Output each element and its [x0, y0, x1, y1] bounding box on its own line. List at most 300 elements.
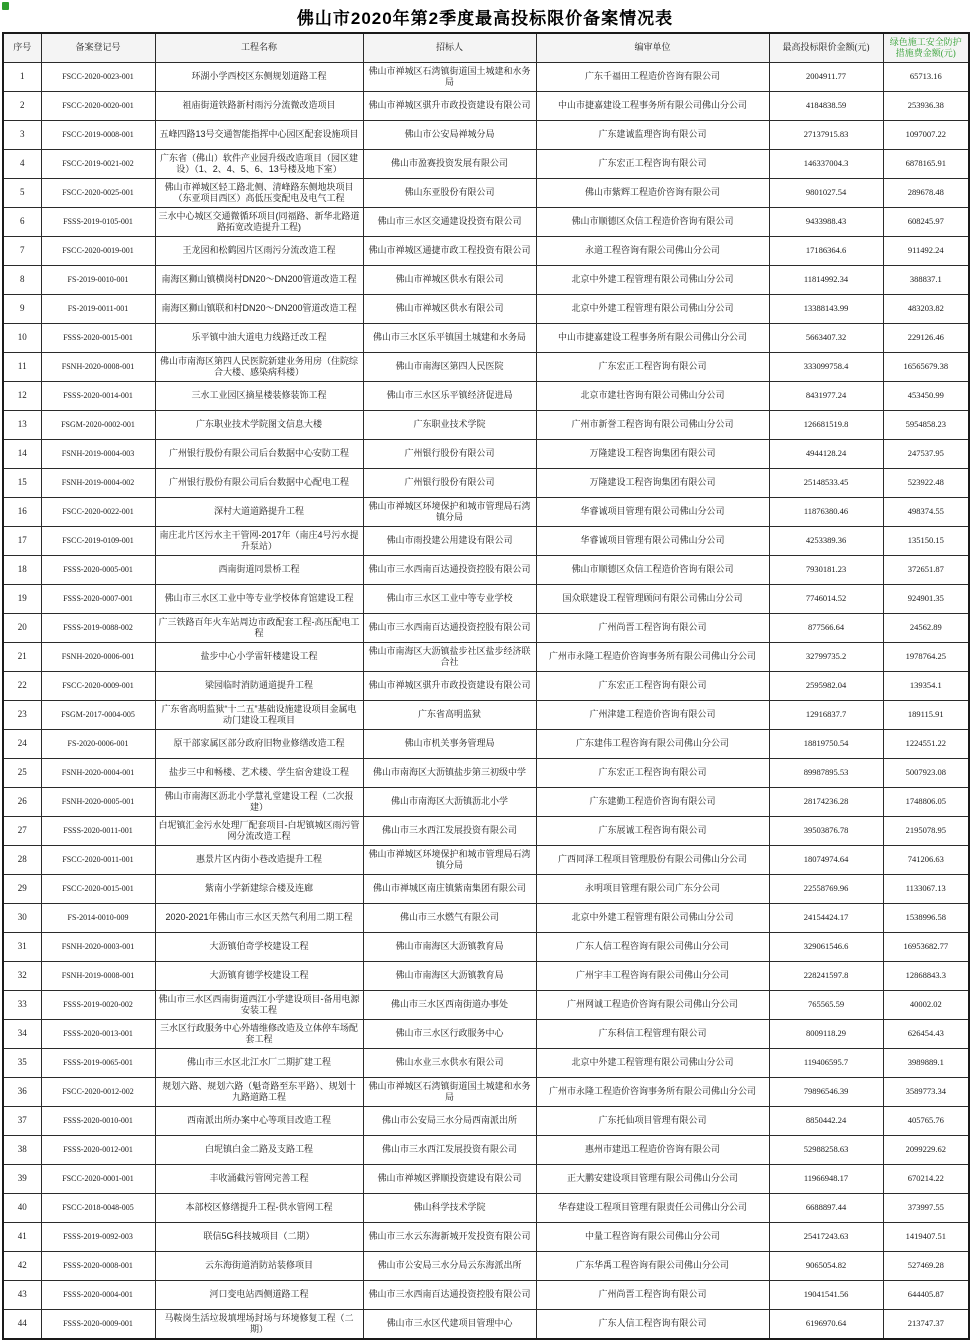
cell-green: 5007923.08 [883, 759, 969, 788]
cell-reviewer: 万隆建设工程咨询集团有限公司 [536, 440, 769, 469]
cell-price: 8850442.24 [769, 1107, 883, 1136]
cell-reviewer: 广东宏正工程咨询有限公司 [536, 150, 769, 179]
cell-name: 盐步三中和畅楼、艺术楼、学生宿舍建设工程 [155, 759, 363, 788]
cell-name: 佛山市南海区沥北小学慧礼堂建设工程（二次报建） [155, 788, 363, 817]
cell-name: 惠景片区内街小巷改造提升工程 [155, 846, 363, 875]
cell-reg: FSSS-2020-0011-001 [41, 817, 155, 846]
cell-tenderer: 佛山市三水燃气有限公司 [363, 904, 536, 933]
cell-name: 大沥镇伯奇学校建设工程 [155, 933, 363, 962]
cell-name: 原干部家属区部分政府旧物业修缮改造工程 [155, 730, 363, 759]
cell-green: 2195078.95 [883, 817, 969, 846]
cell-tenderer: 佛山水业三水供水有限公司 [363, 1049, 536, 1078]
cell-name: 白坭镇白金二路及支路工程 [155, 1136, 363, 1165]
cell-name: 王龙园和松鹤园片区雨污分流改造工程 [155, 237, 363, 266]
cell-name: 三水中心城区交通微循环项目(同福路、新华北路道路拓宽改造提升工程) [155, 208, 363, 237]
cell-no: 17 [3, 527, 41, 556]
cell-name: 盐步中心小学雷轩楼建设工程 [155, 643, 363, 672]
cell-reg: FSSS-2020-0014-001 [41, 382, 155, 411]
table-row [3, 527, 969, 556]
cell-reg: FSCC-2020-0009-001 [41, 672, 155, 701]
cell-reviewer: 惠州市建迅工程造价咨询有限公司 [536, 1136, 769, 1165]
cell-reviewer: 北京中外建工程管理有限公司佛山分公司 [536, 1049, 769, 1078]
cell-no: 34 [3, 1020, 41, 1049]
cell-price: 4944128.24 [769, 440, 883, 469]
cell-tenderer: 佛山市南海区大沥镇沥北小学 [363, 788, 536, 817]
cell-tenderer: 佛山市三水区乐平镇国土城建和水务局 [363, 324, 536, 353]
cell-green: 6878165.91 [883, 150, 969, 179]
cell-no: 10 [3, 324, 41, 353]
cell-price: 7746014.52 [769, 585, 883, 614]
cell-no: 44 [3, 1310, 41, 1340]
cell-price: 79896546.39 [769, 1078, 883, 1107]
cell-tenderer: 广东省高明监狱 [363, 701, 536, 730]
cell-no: 25 [3, 759, 41, 788]
cell-green: 498374.55 [883, 498, 969, 527]
cell-no: 7 [3, 237, 41, 266]
table-row [3, 817, 969, 846]
table-row [3, 672, 969, 701]
cell-tenderer: 佛山市三水区乐平镇经济促进局 [363, 382, 536, 411]
cell-reg: FSNH-2020-0003-001 [41, 933, 155, 962]
cell-reg: FSSS-2020-0004-001 [41, 1281, 155, 1310]
cell-reviewer: 北京市建壮咨询有限公司佛山分公司 [536, 382, 769, 411]
table-row [3, 1281, 969, 1310]
column-header-name: 工程名称 [155, 33, 363, 63]
column-header-price: 最高投标限价金额(元) [769, 33, 883, 63]
cell-price: 9433988.43 [769, 208, 883, 237]
table-row [3, 353, 969, 382]
cell-no: 29 [3, 875, 41, 904]
cell-no: 6 [3, 208, 41, 237]
table-row [3, 121, 969, 150]
cell-reviewer: 广东千福田工程造价咨询有限公司 [536, 63, 769, 92]
cell-tenderer: 佛山市三水云东海新城开发投资有限公司 [363, 1223, 536, 1252]
cell-price: 6688897.44 [769, 1194, 883, 1223]
cell-tenderer: 佛山市三水区行政服务中心 [363, 1020, 536, 1049]
table-row [3, 1107, 969, 1136]
table-row [3, 904, 969, 933]
table-header [3, 33, 969, 63]
cell-tenderer: 佛山市南海区大沥镇教育局 [363, 933, 536, 962]
cell-reg: FSSS-2020-0007-001 [41, 585, 155, 614]
cell-price: 25417243.63 [769, 1223, 883, 1252]
cell-no: 5 [3, 179, 41, 208]
cell-green: 626454.43 [883, 1020, 969, 1049]
cell-reg: FSSS-2020-0015-001 [41, 324, 155, 353]
cell-green: 16953682.77 [883, 933, 969, 962]
cell-no: 38 [3, 1136, 41, 1165]
cell-tenderer: 佛山市雨投建公用建设有限公司 [363, 527, 536, 556]
table-row [3, 991, 969, 1020]
cell-price: 32799735.2 [769, 643, 883, 672]
cell-reviewer: 广州尚晋工程咨询有限公司 [536, 614, 769, 643]
cell-reviewer: 广东展诚工程咨询有限公司 [536, 817, 769, 846]
table-row [3, 498, 969, 527]
cell-price: 6196970.64 [769, 1310, 883, 1340]
table-row [3, 150, 969, 179]
cell-reviewer: 广东人信工程咨询有限公司 [536, 1310, 769, 1340]
page-title: 佛山市2020年第2季度最高投标限价备案情况表 [296, 9, 674, 28]
cell-reviewer: 中山市捷嘉建设工程事务所有限公司佛山分公司 [536, 324, 769, 353]
cell-tenderer: 佛山市禅城区环境保护和城市管理局石湾镇分局 [363, 846, 536, 875]
cell-tenderer: 佛山市三水区代建项目管理中心 [363, 1310, 536, 1340]
cell-tenderer: 佛山市禅城区骐升市政投资建设有限公司 [363, 672, 536, 701]
cell-reg: FSSS-2019-0088-002 [41, 614, 155, 643]
cell-reg: FSGM-2017-0004-005 [41, 701, 155, 730]
cell-green: 3989889.1 [883, 1049, 969, 1078]
cell-name: 广东省高明监狱“十二五”基础设施建设项目金属电动门建设工程项目 [155, 701, 363, 730]
cell-tenderer: 佛山科学技术学院 [363, 1194, 536, 1223]
cell-reviewer: 广州网诚工程造价咨询有限公司佛山分公司 [536, 991, 769, 1020]
column-header-reg: 备案登记号 [41, 33, 155, 63]
table-row [3, 759, 969, 788]
cell-price: 126681519.8 [769, 411, 883, 440]
cell-reviewer: 华睿诚项目管理有限公司佛山分公司 [536, 527, 769, 556]
cell-no: 16 [3, 498, 41, 527]
table-row [3, 1078, 969, 1107]
cell-tenderer: 佛山市南海区大沥镇盐步社区盐步经济联合社 [363, 643, 536, 672]
cell-reviewer: 广东托仙项目管理有限公司 [536, 1107, 769, 1136]
cell-green: 229126.46 [883, 324, 969, 353]
cell-no: 26 [3, 788, 41, 817]
cell-reg: FSCC-2020-0015-001 [41, 875, 155, 904]
cell-green: 65713.16 [883, 63, 969, 92]
cell-price: 765565.59 [769, 991, 883, 1020]
cell-green: 1978764.25 [883, 643, 969, 672]
cell-reviewer: 广东建诚监理咨询有限公司 [536, 121, 769, 150]
cell-reviewer: 广州市永隆工程造价咨询事务所有限公司佛山分公司 [536, 1078, 769, 1107]
cell-price: 4253389.36 [769, 527, 883, 556]
cell-reviewer: 永道工程咨询有限公司佛山分公司 [536, 237, 769, 266]
cell-name: 三水工业园区摘星楼装修装饰工程 [155, 382, 363, 411]
table-row [3, 1020, 969, 1049]
cell-reviewer: 广东建勤工程造价咨询有限公司 [536, 788, 769, 817]
cell-reg: FSSS-2020-0010-001 [41, 1107, 155, 1136]
cell-reg: FSGM-2020-0002-001 [41, 411, 155, 440]
cell-tenderer: 佛山市禅城区通捷市政工程投资有限公司 [363, 237, 536, 266]
cell-name: 梁园临时消防通道提升工程 [155, 672, 363, 701]
cell-no: 14 [3, 440, 41, 469]
cell-price: 877566.64 [769, 614, 883, 643]
cell-name: 广三铁路百年火车站周边市政配套工程-高压配电工程 [155, 614, 363, 643]
cell-price: 119406595.7 [769, 1049, 883, 1078]
cell-no: 21 [3, 643, 41, 672]
cell-no: 8 [3, 266, 41, 295]
cell-reviewer: 广州市新誉工程咨询有限公司佛山分公司 [536, 411, 769, 440]
cell-price: 28174236.28 [769, 788, 883, 817]
cell-reviewer: 华春建设工程项目管理有限责任公司佛山分公司 [536, 1194, 769, 1223]
cell-tenderer: 佛山市三水西南百达通投资控股有限公司 [363, 614, 536, 643]
table-row [3, 92, 969, 121]
cell-price: 39503876.78 [769, 817, 883, 846]
cell-no: 24 [3, 730, 41, 759]
cell-reg: FSSS-2020-0008-001 [41, 1252, 155, 1281]
cell-reg: FS-2014-0010-009 [41, 904, 155, 933]
cell-reg: FSSS-2019-0020-002 [41, 991, 155, 1020]
table-row [3, 1136, 969, 1165]
table-row [3, 63, 969, 92]
cell-reg: FSSS-2020-0013-001 [41, 1020, 155, 1049]
cell-price: 8009118.29 [769, 1020, 883, 1049]
cell-tenderer: 广州银行股份有限公司 [363, 440, 536, 469]
cell-price: 11876380.46 [769, 498, 883, 527]
cell-reviewer: 永明项目管理有限公司广东分公司 [536, 875, 769, 904]
cell-name: 西南派出所办案中心等项目改造工程 [155, 1107, 363, 1136]
table-row [3, 382, 969, 411]
cell-price: 8431977.24 [769, 382, 883, 411]
cell-reg: FSCC-2020-0020-001 [41, 92, 155, 121]
cell-name: 西南街道同景桥工程 [155, 556, 363, 585]
cell-green: 5954858.23 [883, 411, 969, 440]
cell-tenderer: 佛山市机关事务管理局 [363, 730, 536, 759]
cell-price: 329061546.6 [769, 933, 883, 962]
cell-name: 祖庙街道铁路新村雨污分流微改造项目 [155, 92, 363, 121]
cell-no: 27 [3, 817, 41, 846]
cell-price: 9801027.54 [769, 179, 883, 208]
cell-tenderer: 广州银行股份有限公司 [363, 469, 536, 498]
cell-green: 289678.48 [883, 179, 969, 208]
cell-no: 23 [3, 701, 41, 730]
table-row [3, 1194, 969, 1223]
cell-reg: FSNH-2019-0004-003 [41, 440, 155, 469]
cell-green: 16565679.38 [883, 353, 969, 382]
cell-reviewer: 广州市永隆工程造价咨询事务所有限公司佛山分公司 [536, 643, 769, 672]
cell-green: 644405.87 [883, 1281, 969, 1310]
cell-green: 253936.38 [883, 92, 969, 121]
cell-reviewer: 北京中外建工程管理有限公司佛山分公司 [536, 295, 769, 324]
cell-name: 云东海街道消防站装修项目 [155, 1252, 363, 1281]
cell-price: 12916837.7 [769, 701, 883, 730]
cell-price: 2595982.04 [769, 672, 883, 701]
cell-tenderer: 佛山市禅城区骅顺投资建设有限公司 [363, 1165, 536, 1194]
cell-tenderer: 佛山市禅城区南庄镇紫南集团有限公司 [363, 875, 536, 904]
cell-green: 1133067.13 [883, 875, 969, 904]
cell-name: 广州银行股份有限公司后台数据中心安防工程 [155, 440, 363, 469]
cell-reviewer: 北京中外建工程管理有限公司佛山分公司 [536, 904, 769, 933]
cell-tenderer: 佛山市公安局禅城分局 [363, 121, 536, 150]
table-row [3, 1252, 969, 1281]
cell-tenderer: 佛山市三水区交通建设投资有限公司 [363, 208, 536, 237]
cell-no: 40 [3, 1194, 41, 1223]
cell-reviewer: 正大鹏安建设项目管理有限公司佛山分公司 [536, 1165, 769, 1194]
cell-tenderer: 佛山市南海区第四人民医院 [363, 353, 536, 382]
cell-reg: FSSS-2020-0009-001 [41, 1310, 155, 1340]
cell-reg: FS-2019-0010-001 [41, 266, 155, 295]
cell-name: 南海区狮山镇横岗村DN20～DN200管道改造工程 [155, 266, 363, 295]
cell-price: 7930181.23 [769, 556, 883, 585]
cell-price: 11966948.17 [769, 1165, 883, 1194]
table-row [3, 933, 969, 962]
table-row [3, 411, 969, 440]
cell-green: 24562.89 [883, 614, 969, 643]
cell-reg: FSNH-2020-0005-001 [41, 788, 155, 817]
cell-price: 5663407.32 [769, 324, 883, 353]
cell-no: 28 [3, 846, 41, 875]
cell-reviewer: 中量工程咨询有限公司佛山分公司 [536, 1223, 769, 1252]
cell-name: 广州银行股份有限公司后台数据中心配电工程 [155, 469, 363, 498]
cell-price: 13388143.99 [769, 295, 883, 324]
cell-no: 32 [3, 962, 41, 991]
cell-price: 27137915.83 [769, 121, 883, 150]
cell-name: 马鞍岗生活垃圾填埋场封场与环境修复工程（二期） [155, 1310, 363, 1340]
cell-reg: FSCC-2018-0048-005 [41, 1194, 155, 1223]
cell-name: 规划六路、规划六路（魁奇路至东平路）、规划十九路道路工程 [155, 1078, 363, 1107]
cell-green: 911492.24 [883, 237, 969, 266]
cell-name: 环湖小学西校区东侧规划道路工程 [155, 63, 363, 92]
cell-reviewer: 华睿诚项目管理有限公司佛山分公司 [536, 498, 769, 527]
cell-reviewer: 佛山市顺德区众信工程造价咨询有限公司 [536, 208, 769, 237]
table-row [3, 875, 969, 904]
filing-table [2, 32, 970, 1340]
cell-no: 18 [3, 556, 41, 585]
cell-green: 924901.35 [883, 585, 969, 614]
cell-reviewer: 佛山市紫辉工程造价咨询有限公司 [536, 179, 769, 208]
cell-green: 453450.99 [883, 382, 969, 411]
cell-reviewer: 中山市捷嘉建设工程事务所有限公司佛山分公司 [536, 92, 769, 121]
cell-no: 11 [3, 353, 41, 382]
table-row [3, 440, 969, 469]
cell-price: 52988258.63 [769, 1136, 883, 1165]
cell-green: 1097007.22 [883, 121, 969, 150]
cell-reg: FSCC-2019-0008-001 [41, 121, 155, 150]
cell-reviewer: 广东宏正工程咨询有限公司 [536, 353, 769, 382]
table-row [3, 1223, 969, 1252]
cell-reviewer: 广州津建工程造价咨询有限公司 [536, 701, 769, 730]
cell-reviewer: 佛山市顺德区众信工程造价咨询有限公司 [536, 556, 769, 585]
cell-name: 本部校区修缮提升工程-供水管网工程 [155, 1194, 363, 1223]
cell-no: 9 [3, 295, 41, 324]
cell-green: 3589773.34 [883, 1078, 969, 1107]
cell-tenderer: 佛山市南海区大沥镇教育局 [363, 962, 536, 991]
cell-green: 372651.87 [883, 556, 969, 585]
cell-reg: FSNH-2019-0008-001 [41, 962, 155, 991]
table-row [3, 556, 969, 585]
table-row [3, 962, 969, 991]
cell-reg: FSSS-2020-0005-001 [41, 556, 155, 585]
table-row [3, 1310, 969, 1340]
cell-green: 40002.02 [883, 991, 969, 1020]
cell-green: 523922.48 [883, 469, 969, 498]
table-row [3, 237, 969, 266]
cell-green: 189115.91 [883, 701, 969, 730]
cell-no: 36 [3, 1078, 41, 1107]
cell-tenderer: 佛山市禅城区环境保护和城市管理局石湾镇分局 [363, 498, 536, 527]
cell-reviewer: 广东科信工程管理有限公司 [536, 1020, 769, 1049]
cell-reviewer: 广东建伟工程咨询有限公司佛山分公司 [536, 730, 769, 759]
cell-name: 紫南小学新建综合楼及连廊 [155, 875, 363, 904]
cell-reviewer: 广东华禹工程咨询有限公司佛山分公司 [536, 1252, 769, 1281]
cell-no: 2 [3, 92, 41, 121]
cell-no: 1 [3, 63, 41, 92]
cell-tenderer: 佛山市南海区大沥镇盐步第三初级中学 [363, 759, 536, 788]
column-header-green: 绿色施工安全防护措施费金额(元) [883, 33, 969, 63]
cell-reviewer: 万隆建设工程咨询集团有限公司 [536, 469, 769, 498]
cell-price: 22558769.96 [769, 875, 883, 904]
cell-no: 22 [3, 672, 41, 701]
cell-green: 1748806.05 [883, 788, 969, 817]
cell-reviewer: 广州宇丰工程咨询有限公司佛山分公司 [536, 962, 769, 991]
cell-tenderer: 佛山市禅城区石湾镇街道国土城建和水务局 [363, 63, 536, 92]
cell-price: 18819750.54 [769, 730, 883, 759]
cell-green: 527469.28 [883, 1252, 969, 1281]
corner-mark-icon [2, 2, 9, 10]
table-row [3, 324, 969, 353]
cell-tenderer: 佛山市三水区西南街道办事处 [363, 991, 536, 1020]
cell-tenderer: 佛山市三水西南百达通投资控股有限公司 [363, 556, 536, 585]
cell-green: 12868843.3 [883, 962, 969, 991]
cell-name: 丰收涌截污管网完善工程 [155, 1165, 363, 1194]
cell-reviewer: 北京中外建工程管理有限公司佛山分公司 [536, 266, 769, 295]
table-row [3, 614, 969, 643]
cell-reviewer: 广东宏正工程咨询有限公司 [536, 672, 769, 701]
cell-no: 31 [3, 933, 41, 962]
cell-green: 670214.22 [883, 1165, 969, 1194]
cell-price: 18074974.64 [769, 846, 883, 875]
cell-reg: FSCC-2020-0012-002 [41, 1078, 155, 1107]
cell-reg: FSNH-2020-0006-001 [41, 643, 155, 672]
cell-green: 135150.15 [883, 527, 969, 556]
cell-no: 12 [3, 382, 41, 411]
column-header-reviewer: 编审单位 [536, 33, 769, 63]
cell-no: 33 [3, 991, 41, 1020]
cell-green: 608245.97 [883, 208, 969, 237]
cell-tenderer: 广东职业技术学院 [363, 411, 536, 440]
cell-no: 43 [3, 1281, 41, 1310]
cell-no: 39 [3, 1165, 41, 1194]
table-row [3, 643, 969, 672]
cell-green: 388837.1 [883, 266, 969, 295]
table-row [3, 788, 969, 817]
cell-name: 深村大道道路提升工程 [155, 498, 363, 527]
cell-reg: FS-2020-0006-001 [41, 730, 155, 759]
cell-reviewer: 广东人信工程咨询有限公司佛山分公司 [536, 933, 769, 962]
cell-name: 广东省（佛山）软件产业园升级改造项目（园区建设）（1、2、4、5、6、13号楼及地下室） [155, 150, 363, 179]
table-row [3, 1165, 969, 1194]
cell-reg: FSCC-2020-0023-001 [41, 63, 155, 92]
table-row [3, 179, 969, 208]
cell-tenderer: 佛山市公安局三水分局西南派出所 [363, 1107, 536, 1136]
cell-reg: FSSS-2019-0105-001 [41, 208, 155, 237]
cell-price: 24154424.17 [769, 904, 883, 933]
cell-reg: FSCC-2019-0021-002 [41, 150, 155, 179]
cell-price: 19041541.56 [769, 1281, 883, 1310]
cell-reg: FSSS-2019-0092-003 [41, 1223, 155, 1252]
cell-price: 2004911.77 [769, 63, 883, 92]
cell-reg: FSSS-2019-0065-001 [41, 1049, 155, 1078]
cell-no: 4 [3, 150, 41, 179]
cell-no: 42 [3, 1252, 41, 1281]
cell-tenderer: 佛山市禅城区石湾镇街道国土城建和水务局 [363, 1078, 536, 1107]
cell-no: 19 [3, 585, 41, 614]
cell-name: 大沥镇育德学校建设工程 [155, 962, 363, 991]
cell-tenderer: 佛山市盈赛投资发展有限公司 [363, 150, 536, 179]
cell-tenderer: 佛山市三水西江发展投资有限公司 [363, 1136, 536, 1165]
cell-name: 广东职业技术学院图文信息大楼 [155, 411, 363, 440]
cell-name: 佛山市三水区西南街道西江小学建设项目-备用电源安装工程 [155, 991, 363, 1020]
cell-no: 30 [3, 904, 41, 933]
table-row [3, 846, 969, 875]
cell-name: 南庄北片区污水主干管网-2017年（南庄4号污水提升泵站） [155, 527, 363, 556]
cell-green: 1538996.58 [883, 904, 969, 933]
cell-name: 白坭镇汇金污水处理厂配套项目-白坭镇城区雨污管网分流改造工程 [155, 817, 363, 846]
cell-name: 五峰四路13号交通智能指挥中心园区配套设施项目 [155, 121, 363, 150]
cell-name: 联信5G科技城项目（二期） [155, 1223, 363, 1252]
cell-reg: FSNH-2020-0004-001 [41, 759, 155, 788]
cell-green: 139354.1 [883, 672, 969, 701]
cell-price: 228241597.8 [769, 962, 883, 991]
table-row [3, 266, 969, 295]
cell-reviewer: 广东宏正工程咨询有限公司 [536, 759, 769, 788]
